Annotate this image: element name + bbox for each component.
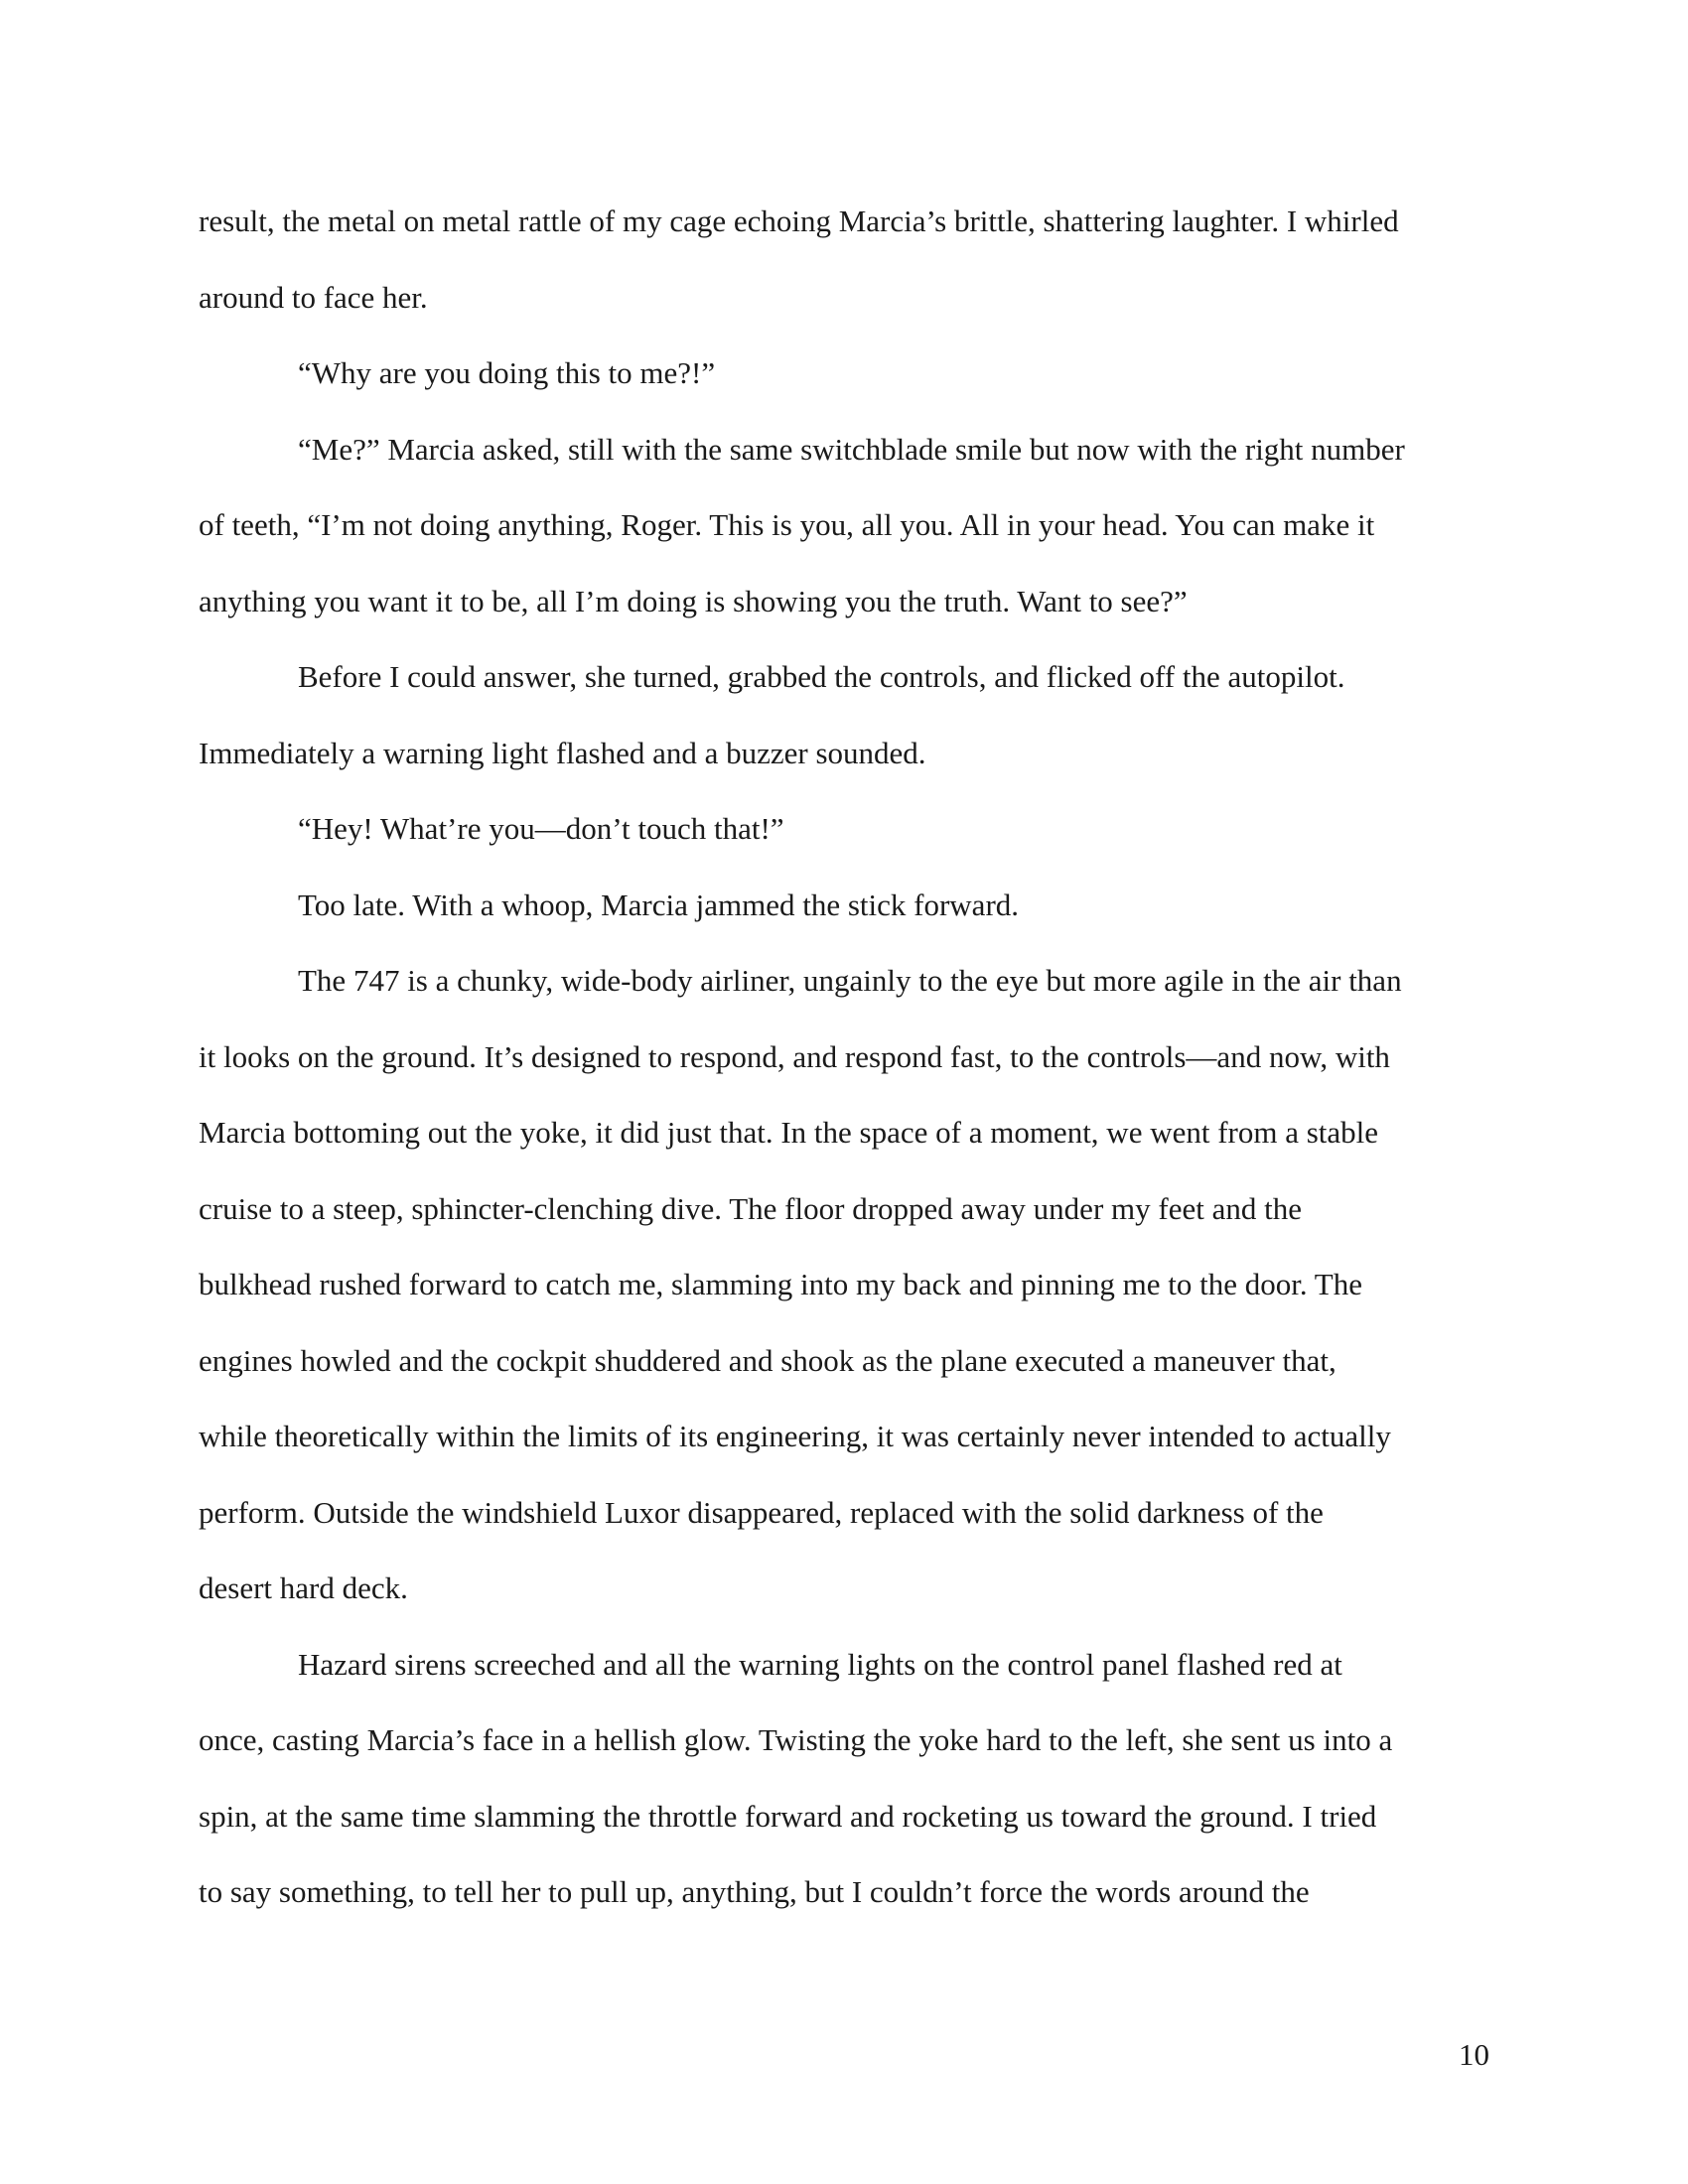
text-line: around to face her. xyxy=(199,279,428,315)
text-line: while theoretically within the limits of its engineering, it was certainly never intended to actually xyxy=(199,1419,1391,1453)
body-text xyxy=(199,184,1489,1931)
text-line: result, the metal on metal rattle of my cage echoing Marcia’s brittle, shattering laughter. I whirled xyxy=(199,204,1399,238)
text-line: bulkhead rushed forward to catch me, slamming into my back and pinning me to the door. The xyxy=(199,1267,1362,1301)
text-line: spin, at the same time slamming the throttle forward and rocketing us toward the ground. I tried xyxy=(199,1798,1377,1834)
text-line: it looks on the ground. It’s designed to respond, and respond fast, to the controls—and now, with xyxy=(199,1038,1390,1074)
text-line: The 747 is a chunky, wide-body airliner, ungainly to the eye but more agile in the air than xyxy=(298,963,1402,998)
paragraph xyxy=(199,412,1489,640)
page-number: 10 xyxy=(1459,2037,1489,2072)
paragraph xyxy=(199,1627,1489,1931)
paragraph xyxy=(199,184,1489,336)
paragraph xyxy=(199,868,1489,944)
text-line: “Hey! What’re you—don’t touch that!” xyxy=(298,811,784,846)
text-line: to say something, to tell her to pull up, anything, but I couldn’t force the words around the xyxy=(199,1874,1310,1909)
text-line: perform. Outside the windshield Luxor disappeared, replaced with the solid darkness of the xyxy=(199,1494,1324,1530)
paragraph xyxy=(199,791,1489,868)
text-line: once, casting Marcia’s face in a hellish glow. Twisting the yoke hard to the left, she sent us into a xyxy=(199,1722,1393,1757)
text-line: Before I could answer, she turned, grabbed the controls, and flicked off the autopilot. xyxy=(298,659,1345,694)
text-line: “Why are you doing this to me?!” xyxy=(298,355,716,390)
paragraph xyxy=(199,943,1489,1627)
text-line: Immediately a warning light flashed and a buzzer sounded. xyxy=(199,735,926,770)
text-line: of teeth, “I’m not doing anything, Roger. This is you, all you. All in your head. You can make it xyxy=(199,507,1375,542)
text-line: Too late. With a whoop, Marcia jammed the stick forward. xyxy=(298,887,1020,922)
text-line: Hazard sirens screeched and all the warning lights on the control panel flashed red at xyxy=(298,1646,1342,1682)
text-line: anything you want it to be, all I’m doing is showing you the truth. Want to see?” xyxy=(199,583,1188,618)
text-line: desert hard deck. xyxy=(199,1570,408,1605)
paragraph xyxy=(199,336,1489,412)
text-line: cruise to a steep, sphincter-clenching dive. The floor dropped away under my feet and the xyxy=(199,1190,1302,1226)
paragraph xyxy=(199,639,1489,791)
text-line: Marcia bottoming out the yoke, it did just that. In the space of a moment, we went from a stable xyxy=(199,1115,1379,1150)
text-line: engines howled and the cockpit shuddered and shook as the plane executed a maneuver that, xyxy=(199,1342,1336,1378)
text-line: “Me?” Marcia asked, still with the same switchblade smile but now with the right number xyxy=(298,431,1405,467)
